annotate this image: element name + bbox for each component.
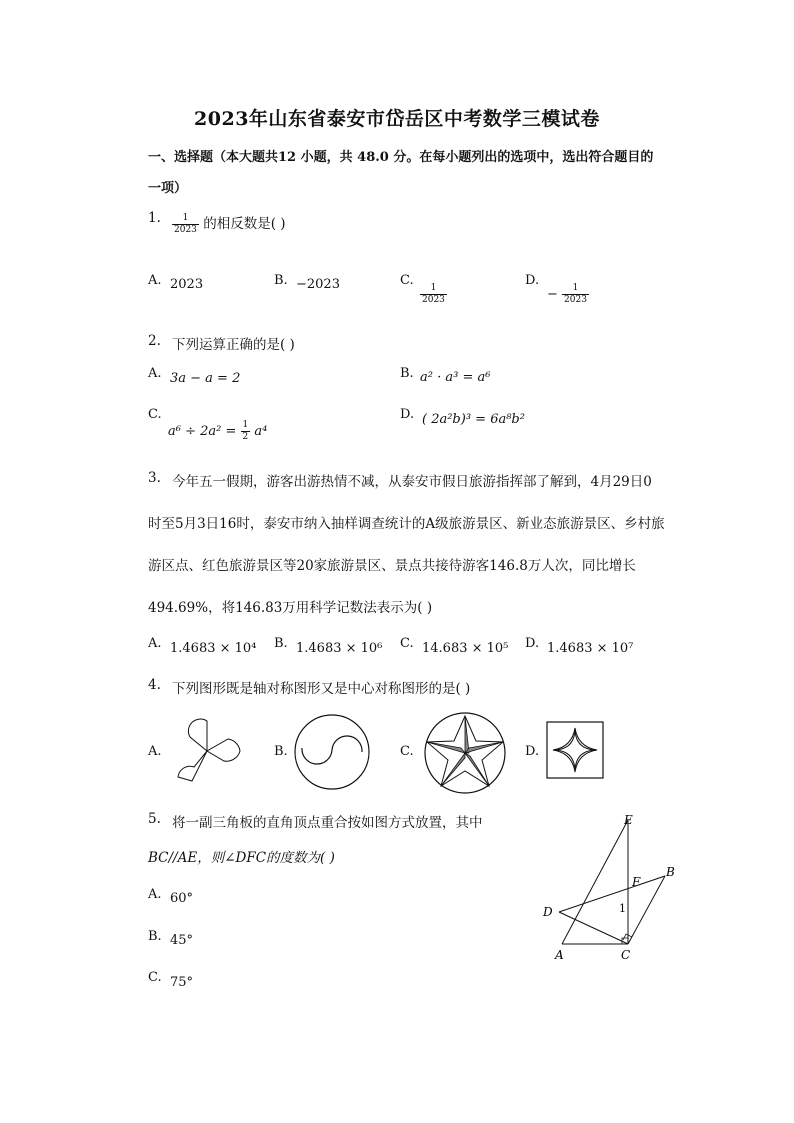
q2-option-c bbox=[168, 420, 267, 443]
q3-line2: 时至5月3日16时，泰安市纳入抽样调查统计的A级旅游景区、新业态旅游景区、乡村旅 bbox=[148, 516, 665, 532]
q4-option-a-label: A. bbox=[148, 744, 162, 759]
q2-number: 2. bbox=[148, 333, 161, 349]
q1-option-b-label: B. bbox=[274, 273, 288, 288]
q1-option-c-den: 2023 bbox=[422, 295, 445, 305]
q5-label-e: E bbox=[624, 813, 633, 827]
q2-option-a-label: A. bbox=[148, 366, 162, 381]
page-title: 2023年山东省泰安市岱岳区中考数学三模试卷 bbox=[194, 108, 600, 130]
q2-text: 下列运算正确的是( ) bbox=[172, 337, 295, 353]
q3-option-c: 14.683 × 10⁵ bbox=[422, 641, 509, 656]
q5-option-b: 45° bbox=[170, 933, 194, 948]
q5-geometry-figure bbox=[535, 808, 685, 968]
q2-option-d-label: D. bbox=[400, 407, 415, 422]
q4-figure-d-square-star bbox=[546, 721, 604, 779]
q3-line1: 今年五一假期，游客出游热情不减，从泰安市假日旅游指挥部了解到，4月29日0 bbox=[172, 474, 652, 490]
section-heading-line2: 一项） bbox=[148, 181, 188, 196]
q1-option-d-label: D. bbox=[525, 273, 540, 288]
q2-option-b-label: B. bbox=[400, 366, 414, 381]
q4-option-b-label: B. bbox=[274, 744, 288, 759]
q5-label-f: F bbox=[632, 875, 641, 889]
q1-option-a: 2023 bbox=[170, 277, 204, 292]
q1-option-c-label: C. bbox=[400, 273, 414, 288]
q5-option-a: 60° bbox=[170, 891, 194, 906]
q2-option-c-left: a⁶ ÷ 2a² = bbox=[168, 424, 237, 439]
q2-option-c-right: a⁴ bbox=[254, 424, 268, 439]
q1-frac-den: 2023 bbox=[174, 225, 197, 235]
q5-line2: BC//AE，则∠DFC的度数为( ) bbox=[148, 850, 335, 866]
q1-option-c-num: 1 bbox=[430, 283, 437, 293]
q1-fraction bbox=[172, 213, 199, 236]
q4-number: 4. bbox=[148, 677, 161, 693]
section-heading-line1: 一、选择题（本大题共12 小题，共 48.0 分。在每小题列出的选项中，选出符合题目的 bbox=[148, 150, 654, 165]
q4-text: 下列图形既是轴对称图形又是中心对称图形的是( ) bbox=[172, 681, 471, 697]
q1-option-d bbox=[547, 283, 589, 306]
q1-option-b: −2023 bbox=[296, 277, 340, 292]
q2-option-c-num: 1 bbox=[242, 420, 249, 430]
q1-option-d-den: 2023 bbox=[564, 295, 587, 305]
q5-line1: 将一副三角板的直角顶点重合按如图方式放置，其中 bbox=[172, 815, 483, 831]
q3-number: 3. bbox=[148, 470, 161, 486]
q4-option-c-label: C. bbox=[400, 744, 414, 759]
q1-text: 的相反数是( ) bbox=[203, 216, 286, 232]
q2-option-d: ( 2a²b)³ = 6a⁸b² bbox=[422, 412, 525, 427]
q1-frac-num: 1 bbox=[182, 213, 189, 223]
q5-label-b: B bbox=[666, 865, 675, 879]
q1-option-d-num: 1 bbox=[572, 283, 579, 293]
q3-option-a-label: A. bbox=[148, 636, 162, 651]
q4-figure-b-yinyang bbox=[292, 712, 372, 792]
q5-option-c-label: C. bbox=[148, 970, 162, 985]
q5-option-c: 75° bbox=[170, 975, 194, 990]
q3-line4: 494.69%，将146.83万用科学记数法表示为( ) bbox=[148, 600, 433, 616]
q1-option-a-label: A. bbox=[148, 273, 162, 288]
q5-label-angle-1: 1 bbox=[619, 902, 626, 915]
q5-number: 5. bbox=[148, 811, 161, 827]
q2-option-c-den: 2 bbox=[242, 432, 249, 442]
q5-label-c: C bbox=[621, 948, 631, 962]
q4-figure-c-star-circle bbox=[422, 710, 508, 796]
q5-label-a: A bbox=[555, 948, 564, 962]
q3-option-d: 1.4683 × 10⁷ bbox=[547, 641, 634, 656]
q1-option-d-sign: − bbox=[547, 287, 558, 302]
q2-option-c-label: C. bbox=[148, 407, 162, 422]
q1-option-c bbox=[420, 283, 447, 306]
q5-option-b-label: B. bbox=[148, 929, 162, 944]
q2-option-b: a² · a³ = a⁶ bbox=[420, 370, 491, 385]
q3-option-b-label: B. bbox=[274, 636, 288, 651]
q2-option-a: 3a − a = 2 bbox=[170, 371, 241, 386]
q5-label-d: D bbox=[543, 905, 553, 919]
q4-figure-a-pinwheel bbox=[168, 715, 246, 787]
q3-option-d-label: D. bbox=[525, 636, 540, 651]
q3-option-b: 1.4683 × 10⁶ bbox=[296, 641, 383, 656]
q1-stem bbox=[172, 212, 286, 236]
q1-number: 1. bbox=[148, 210, 161, 226]
q4-option-d-label: D. bbox=[525, 744, 540, 759]
q3-option-c-label: C. bbox=[400, 636, 414, 651]
q3-option-a: 1.4683 × 10⁴ bbox=[170, 641, 257, 656]
q3-line3: 游区点、红色旅游景区等20家旅游景区、景点共接待游客146.8万人次，同比增长 bbox=[148, 558, 636, 574]
q5-option-a-label: A. bbox=[148, 887, 162, 902]
